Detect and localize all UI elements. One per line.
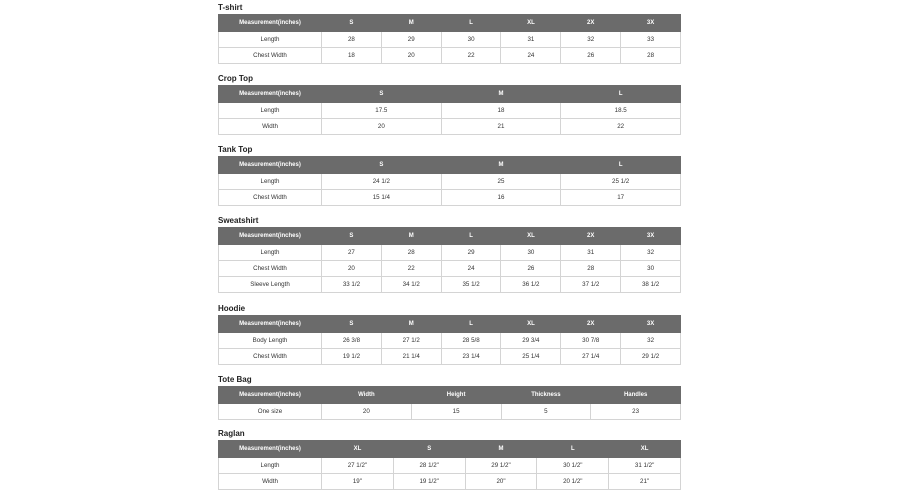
measurement-cell: 25 1/4: [501, 349, 561, 365]
size-table: [218, 156, 681, 206]
measurement-cell: 22: [381, 261, 441, 277]
row-label: Chest Width: [219, 349, 322, 365]
section-title: T-shirt: [218, 3, 243, 12]
measurement-cell: 27 1/4: [561, 349, 621, 365]
row-label: Width: [219, 119, 322, 135]
measurement-cell: 29 3/4: [501, 333, 561, 349]
measurement-cell: 32: [621, 333, 681, 349]
measurement-cell: 33: [621, 32, 681, 48]
measurement-cell: 29: [381, 32, 441, 48]
size-section: [218, 215, 681, 293]
table-header-row: [219, 157, 681, 174]
measurement-cell: 17: [561, 190, 681, 206]
size-header: 2X: [561, 316, 621, 333]
size-table: [218, 386, 681, 420]
table-header-row: [219, 228, 681, 245]
measurement-cell: 20: [322, 119, 442, 135]
size-section: [218, 144, 681, 206]
measurement-cell: 32: [561, 32, 621, 48]
table-row: [219, 458, 681, 474]
measurement-header: Measurement(inches): [219, 387, 322, 404]
measurement-cell: 18: [322, 48, 382, 64]
measurement-cell: 19": [322, 474, 394, 490]
measurement-cell: 36 1/2: [501, 277, 561, 293]
size-header: 2X: [561, 228, 621, 245]
measurement-cell: 20: [322, 261, 382, 277]
table-row: [219, 277, 681, 293]
size-header: M: [465, 441, 537, 458]
row-label: Length: [219, 174, 322, 190]
measurement-cell: 26: [501, 261, 561, 277]
table-header-row: [219, 387, 681, 404]
size-header: 3X: [621, 15, 681, 32]
size-header: M: [381, 316, 441, 333]
size-table: [218, 14, 681, 64]
size-header: 3X: [621, 316, 681, 333]
section-title: Crop Top: [218, 74, 253, 83]
measurement-cell: 32: [621, 245, 681, 261]
size-header: XL: [322, 441, 394, 458]
table-header-row: [219, 86, 681, 103]
size-header: S: [322, 228, 382, 245]
row-label: Length: [219, 245, 322, 261]
measurement-cell: 34 1/2: [381, 277, 441, 293]
table-row: [219, 245, 681, 261]
size-header: S: [322, 15, 382, 32]
measurement-cell: 27 1/2: [381, 333, 441, 349]
size-header: S: [322, 86, 442, 103]
measurement-cell: 30: [441, 32, 501, 48]
section-title: Tank Top: [218, 145, 253, 154]
size-header: L: [441, 316, 501, 333]
size-header: XL: [501, 316, 561, 333]
measurement-header: Measurement(inches): [219, 441, 322, 458]
measurement-cell: 16: [441, 190, 561, 206]
measurement-cell: 21: [441, 119, 561, 135]
measurement-cell: 38 1/2: [621, 277, 681, 293]
measurement-cell: 20": [465, 474, 537, 490]
measurement-cell: 22: [561, 119, 681, 135]
table-header-row: [219, 316, 681, 333]
measurement-cell: 37 1/2: [561, 277, 621, 293]
measurement-cell: 28: [381, 245, 441, 261]
row-label: Body Length: [219, 333, 322, 349]
measurement-cell: 25: [441, 174, 561, 190]
measurement-cell: 23 1/4: [441, 349, 501, 365]
table-row: [219, 103, 681, 119]
size-header: XL: [609, 441, 681, 458]
size-table: [218, 315, 681, 365]
measurement-header: Measurement(inches): [219, 316, 322, 333]
size-header: S: [393, 441, 465, 458]
size-section: [218, 303, 681, 365]
measurement-cell: 30: [501, 245, 561, 261]
measurement-cell: 24 1/2: [322, 174, 442, 190]
row-label: Chest Width: [219, 261, 322, 277]
measurement-header: Measurement(inches): [219, 86, 322, 103]
size-header: 3X: [621, 228, 681, 245]
measurement-cell: 28: [621, 48, 681, 64]
size-table: [218, 440, 681, 490]
size-header: 2X: [561, 15, 621, 32]
measurement-cell: 29 1/2: [621, 349, 681, 365]
measurement-cell: 35 1/2: [441, 277, 501, 293]
measurement-cell: 28 5/8: [441, 333, 501, 349]
measurement-cell: 31: [561, 245, 621, 261]
measurement-cell: 28: [322, 32, 382, 48]
measurement-cell: 28 1/2": [393, 458, 465, 474]
table-row: [219, 349, 681, 365]
size-header: M: [381, 228, 441, 245]
measurement-cell: 29: [441, 245, 501, 261]
measurement-header: Measurement(inches): [219, 15, 322, 32]
row-label: Sleeve Length: [219, 277, 322, 293]
measurement-cell: 25 1/2: [561, 174, 681, 190]
measurement-cell: 21 1/4: [381, 349, 441, 365]
measurement-cell: 22: [441, 48, 501, 64]
measurement-cell: 18: [441, 103, 561, 119]
size-header: S: [322, 157, 442, 174]
size-header: Width: [322, 387, 412, 404]
row-label: One size: [219, 404, 322, 420]
measurement-cell: 27 1/2": [322, 458, 394, 474]
size-section: [218, 428, 681, 490]
size-header: L: [441, 15, 501, 32]
size-header: M: [441, 157, 561, 174]
measurement-header: Measurement(inches): [219, 228, 322, 245]
section-title: Sweatshirt: [218, 216, 259, 225]
table-header-row: [219, 15, 681, 32]
row-label: Length: [219, 458, 322, 474]
measurement-cell: 31 1/2": [609, 458, 681, 474]
measurement-cell: 19 1/2": [393, 474, 465, 490]
measurement-cell: 26 3/8: [322, 333, 382, 349]
table-row: [219, 333, 681, 349]
size-header: L: [561, 86, 681, 103]
row-label: Chest Width: [219, 190, 322, 206]
table-row: [219, 404, 681, 420]
section-title: Hoodie: [218, 304, 246, 313]
size-header: M: [441, 86, 561, 103]
size-table: [218, 85, 681, 135]
measurement-cell: 27: [322, 245, 382, 261]
size-header: L: [537, 441, 609, 458]
size-header: Height: [411, 387, 501, 404]
size-header: Handles: [591, 387, 681, 404]
measurement-cell: 18.5: [561, 103, 681, 119]
measurement-cell: 29 1/2": [465, 458, 537, 474]
measurement-cell: 28: [561, 261, 621, 277]
measurement-cell: 24: [501, 48, 561, 64]
measurement-cell: 24: [441, 261, 501, 277]
table-header-row: [219, 441, 681, 458]
size-header: XL: [501, 228, 561, 245]
measurement-cell: 30 1/2": [537, 458, 609, 474]
measurement-cell: 15 1/4: [322, 190, 442, 206]
row-label: Chest Width: [219, 48, 322, 64]
size-table: [218, 227, 681, 293]
measurement-cell: 20: [381, 48, 441, 64]
row-label: Length: [219, 103, 322, 119]
measurement-cell: 20: [322, 404, 412, 420]
measurement-cell: 17.5: [322, 103, 442, 119]
measurement-cell: 33 1/2: [322, 277, 382, 293]
size-header: Thickness: [501, 387, 591, 404]
measurement-cell: 5: [501, 404, 591, 420]
row-label: Width: [219, 474, 322, 490]
size-header: L: [561, 157, 681, 174]
size-header: M: [381, 15, 441, 32]
table-row: [219, 32, 681, 48]
table-row: [219, 261, 681, 277]
table-row: [219, 190, 681, 206]
size-header: S: [322, 316, 382, 333]
size-section: [218, 73, 681, 135]
section-title: Tote Bag: [218, 375, 252, 384]
table-row: [219, 48, 681, 64]
table-row: [219, 174, 681, 190]
measurement-cell: 30: [621, 261, 681, 277]
table-row: [219, 119, 681, 135]
measurement-cell: 19 1/2: [322, 349, 382, 365]
size-section: [218, 2, 681, 64]
size-header: L: [441, 228, 501, 245]
measurement-cell: 31: [501, 32, 561, 48]
measurement-cell: 21": [609, 474, 681, 490]
size-header: XL: [501, 15, 561, 32]
table-row: [219, 474, 681, 490]
measurement-cell: 15: [411, 404, 501, 420]
section-title: Raglan: [218, 429, 245, 438]
measurement-cell: 30 7/8: [561, 333, 621, 349]
measurement-cell: 23: [591, 404, 681, 420]
size-section: [218, 374, 681, 420]
row-label: Length: [219, 32, 322, 48]
measurement-cell: 20 1/2": [537, 474, 609, 490]
measurement-cell: 26: [561, 48, 621, 64]
measurement-header: Measurement(inches): [219, 157, 322, 174]
